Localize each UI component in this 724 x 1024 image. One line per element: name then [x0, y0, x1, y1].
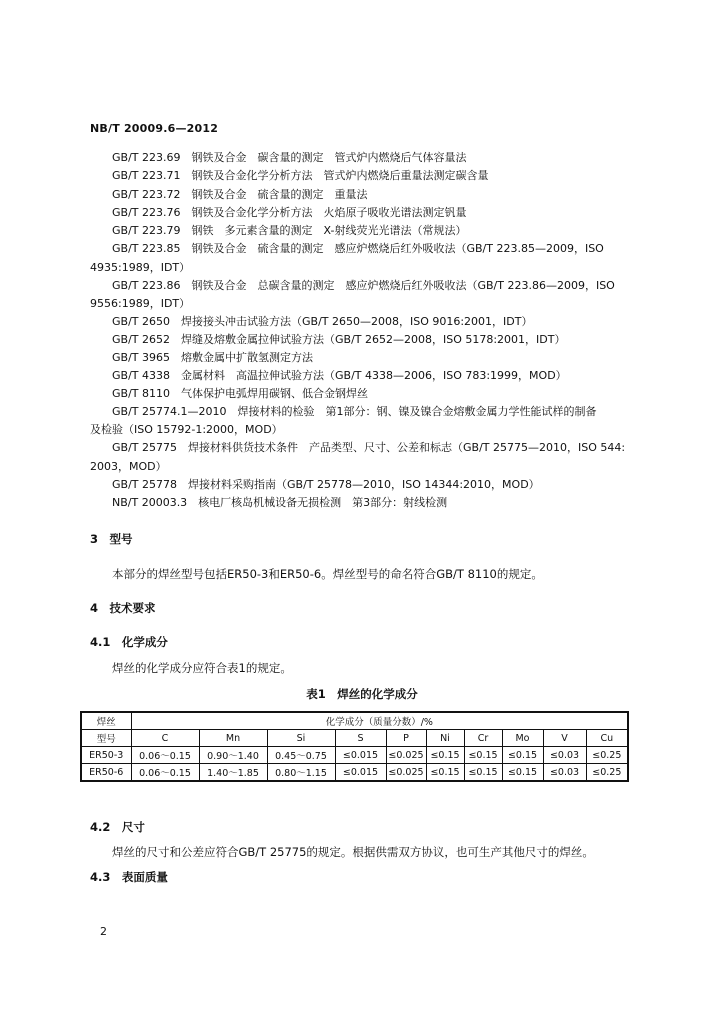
header-cell-element: Si [267, 730, 335, 747]
reference-title: 焊缝及熔敷金属拉伸试验方法（GB/T 2652—2008，ISO 5178:2001，IDT） [181, 333, 566, 346]
reference-item [112, 206, 466, 220]
section-3-heading: 3 型号 [90, 532, 133, 546]
header-cell-group: 化学成分（质量分数）/% [131, 712, 628, 730]
reference-item [112, 315, 533, 329]
reference-code: GB/T 8110 [112, 387, 170, 400]
reference-title: 焊接材料的检验 第1部分：钢、镍及镍合金熔敷金属力学性能试样的制备 [237, 405, 597, 418]
header-cell-element: P [386, 730, 426, 747]
header-cell-element: Cr [464, 730, 502, 747]
header-cell-element: S [335, 730, 386, 747]
reference-title: 钢铁及合金 总碳含量的测定 感应炉燃烧后红外吸收法（GB/T 223.86—2009，ISO [191, 279, 615, 292]
reference-item [112, 333, 566, 347]
table-cell: ≤0.25 [586, 747, 628, 764]
header-cell-element: Ni [426, 730, 464, 747]
table-cell: ≤0.03 [543, 747, 586, 764]
reference-item [112, 405, 596, 419]
reference-code: GB/T 2650 [112, 315, 170, 328]
table-cell: ≤0.15 [464, 764, 502, 782]
section-4-heading: 4 技术要求 [90, 601, 156, 615]
chemical-composition-table [80, 711, 629, 782]
reference-title: 钢铁及合金 硫含量的测定 感应炉燃烧后红外吸收法（GB/T 223.85—2009，ISO [191, 242, 604, 255]
reference-code: GB/T 223.79 [112, 224, 181, 237]
table-cell: 1.40～1.85 [199, 764, 267, 782]
header-cell-model-bottom: 型号 [81, 730, 131, 747]
table-header-row [81, 712, 628, 730]
reference-item [112, 351, 313, 365]
header-cell-element: C [131, 730, 199, 747]
reference-title: 钢铁及合金化学分析方法 火焰原子吸收光谱法测定钒量 [191, 206, 467, 219]
reference-item [112, 496, 447, 510]
document-header: NB/T 20009.6—2012 [90, 122, 219, 135]
reference-title: 焊接接头冲击试验方法（GB/T 2650—2008，ISO 9016:2001，IDT） [181, 315, 533, 328]
section-3-text: 本部分的焊丝型号包括ER50-3和ER50-6。焊丝型号的命名符合GB/T 8110的规定。 [112, 567, 543, 581]
reference-item [112, 224, 466, 238]
section-4-2-heading: 4.2 尺寸 [90, 820, 145, 834]
table-cell: ≤0.15 [426, 764, 464, 782]
table-cell: 0.90～1.40 [199, 747, 267, 764]
reference-code: GB/T 223.71 [112, 169, 181, 182]
reference-code: GB/T 4338 [112, 369, 170, 382]
reference-code: GB/T 25778 [112, 478, 177, 491]
row-model-cell: ER50-3 [81, 747, 131, 764]
reference-item [112, 151, 466, 165]
table-cell: ≤0.03 [543, 764, 586, 782]
reference-item [112, 188, 367, 202]
table-cell: ≤0.015 [335, 747, 386, 764]
table-row [81, 764, 628, 782]
reference-code: GB/T 25774.1—2010 [112, 405, 227, 418]
header-cell-element: V [543, 730, 586, 747]
reference-title: 钢铁及合金 碳含量的测定 管式炉内燃烧后气体容量法 [191, 151, 467, 164]
reference-title: 核电厂核岛机械设备无损检测 第3部分：射线检测 [198, 496, 448, 509]
reference-item [112, 169, 488, 183]
header-cell-element: Mn [199, 730, 267, 747]
header-cell-element: Cu [586, 730, 628, 747]
reference-code: GB/T 25775 [112, 441, 177, 454]
reference-code: GB/T 223.69 [112, 151, 181, 164]
reference-code: GB/T 223.72 [112, 188, 181, 201]
reference-title: 钢铁 多元素含量的测定 X-射线荧光光谱法（常规法） [191, 224, 467, 237]
section-4-1-heading: 4.1 化学成分 [90, 635, 168, 649]
table-cell: ≤0.15 [426, 747, 464, 764]
table-cell: 0.06～0.15 [131, 747, 199, 764]
reference-item [112, 242, 604, 256]
reference-title: 熔敷金属中扩散氢测定方法 [181, 351, 313, 364]
section-4-2-text: 焊丝的尺寸和公差应符合GB/T 25775的规定。根据供需双方协议，也可生产其他尺寸的焊丝。 [112, 845, 594, 859]
header-cell-model-top: 焊丝 [81, 712, 131, 730]
reference-continuation: 及检验（ISO 15792-1:2000，MOD） [90, 423, 283, 436]
table-cell: ≤0.15 [464, 747, 502, 764]
table-cell: 0.06～0.15 [131, 764, 199, 782]
reference-continuation: 4935:1989，IDT） [90, 261, 191, 274]
table-1-title: 表1 焊丝的化学成分 [306, 687, 418, 701]
table-cell: ≤0.25 [586, 764, 628, 782]
table-header-row [81, 730, 628, 747]
reference-title: 气体保护电弧焊用碳钢、低合金钢焊丝 [181, 387, 368, 400]
reference-title: 钢铁及合金化学分析方法 管式炉内燃烧后重量法测定碳含量 [191, 169, 489, 182]
table-row [81, 747, 628, 764]
reference-title: 金属材料 高温拉伸试验方法（GB/T 4338—2006，ISO 783:1999，MOD） [181, 369, 567, 382]
table-cell: ≤0.015 [335, 764, 386, 782]
table-cell: 0.45～0.75 [267, 747, 335, 764]
row-model-cell: ER50-6 [81, 764, 131, 782]
reference-title: 钢铁及合金 硫含量的测定 重量法 [191, 188, 368, 201]
table-cell: ≤0.15 [502, 764, 543, 782]
reference-item [112, 478, 540, 492]
reference-continuation: 9556:1989，IDT） [90, 297, 191, 310]
header-cell-element: Mo [502, 730, 543, 747]
reference-item [112, 441, 625, 455]
reference-title: 焊接材料供货技术条件 产品类型、尺寸、公差和标志（GB/T 25775—2010，ISO 544: [188, 441, 626, 454]
table-cell: ≤0.025 [386, 747, 426, 764]
reference-code: GB/T 2652 [112, 333, 170, 346]
reference-code: GB/T 3965 [112, 351, 170, 364]
section-4-3-heading: 4.3 表面质量 [90, 870, 168, 884]
table-cell: ≤0.15 [502, 747, 543, 764]
reference-item [112, 387, 368, 401]
table-cell: ≤0.025 [386, 764, 426, 782]
reference-code: GB/T 223.86 [112, 279, 181, 292]
reference-item [112, 369, 567, 383]
reference-title: 焊接材料采购指南（GB/T 25778—2010，ISO 14344:2010，MOD） [188, 478, 540, 491]
page-number: 2 [100, 925, 107, 938]
reference-code: GB/T 223.85 [112, 242, 181, 255]
section-4-1-text: 焊丝的化学成分应符合表1的规定。 [112, 661, 292, 675]
reference-code: NB/T 20003.3 [112, 496, 188, 509]
reference-code: GB/T 223.76 [112, 206, 181, 219]
reference-item [112, 279, 615, 293]
table-cell: 0.80～1.15 [267, 764, 335, 782]
reference-continuation: 2003，MOD） [90, 460, 167, 473]
